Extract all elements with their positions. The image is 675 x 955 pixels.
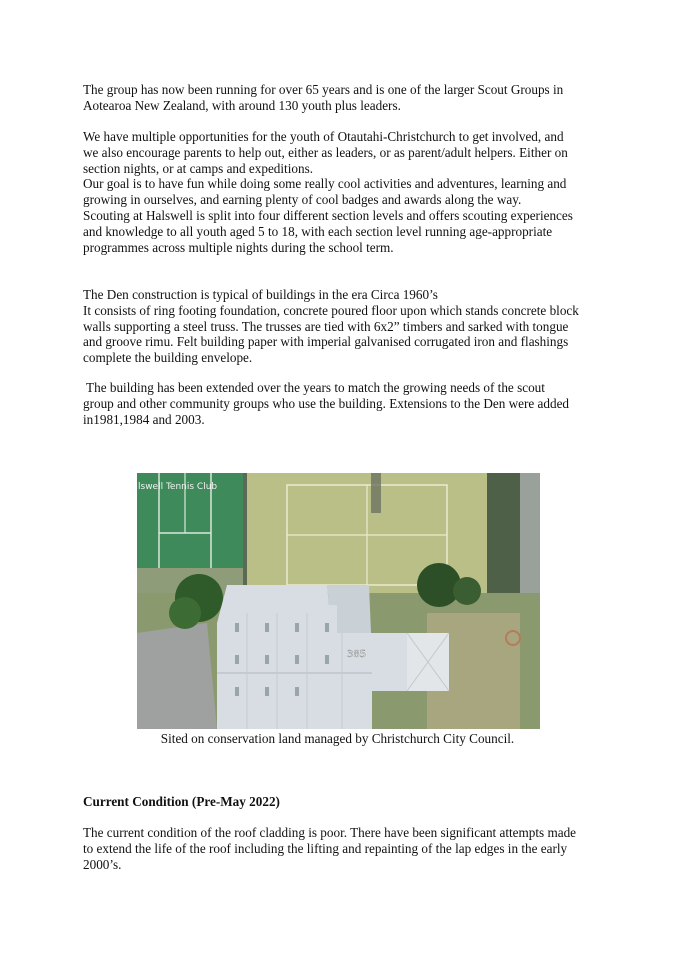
section-heading: Current Condition (Pre-May 2022) bbox=[83, 794, 280, 809]
text-line: to extend the life of the roof including the lifting and repainting of the lap edges in the early bbox=[83, 840, 568, 856]
text-line: we also encourage parents to help out, either as leaders, or as parent/adult helpers. Either on bbox=[83, 144, 568, 160]
building-number: 385 bbox=[347, 649, 367, 660]
text-line: growing in ourselves, and earning plenty of cool badges and awards along the way. bbox=[83, 192, 522, 208]
text-line: The current condition of the roof cladding is poor. There have been significant attempts made bbox=[83, 825, 577, 840]
opportunities-paragraph bbox=[83, 129, 603, 255]
condition-paragraph bbox=[83, 825, 603, 872]
map-overlay-label: lswell Tennis Club bbox=[138, 482, 218, 492]
photo-caption: Sited on conservation land managed by Christchurch City Council. bbox=[160, 731, 515, 746]
intro-paragraph bbox=[83, 82, 603, 114]
text-line: The group has now been running for over 65 years and is one of the larger Scout Groups in bbox=[83, 82, 564, 97]
text-line: section nights, or at camps and expeditions. bbox=[83, 160, 314, 176]
text-line: Scouting at Halswell is split into four different section levels and offers scouting experiences bbox=[83, 207, 573, 223]
text-line: We have multiple opportunities for the youth of Otautahi-Christchurch to get involved, and bbox=[83, 129, 564, 144]
text-line: It consists of ring footing foundation, concrete poured floor upon which stands concrete block bbox=[83, 302, 579, 318]
text-line: and knowledge to all youth aged 5 to 18, with each section level running age-appropriate bbox=[83, 223, 553, 239]
text-line: in1981,1984 and 2003. bbox=[83, 411, 205, 427]
text-line: The building has been extended over the years to match the growing needs of the scout bbox=[83, 380, 545, 395]
extensions-paragraph bbox=[83, 380, 603, 427]
text-line: complete the building envelope. bbox=[83, 350, 253, 366]
text-line: Our goal is to have fun while doing some really cool activities and adventures, learning and bbox=[83, 176, 567, 192]
text-line: programmes across multiple nights during the school term. bbox=[83, 239, 394, 255]
text-line: and groove rimu. Felt building paper with imperial galvanised corrugated iron and flashings bbox=[83, 334, 569, 350]
construction-paragraph bbox=[83, 287, 603, 366]
aerial-photo bbox=[137, 473, 540, 729]
text-line: walls supporting a steel truss. The trusses are tied with 6x2” timbers and sarked with tongue bbox=[83, 318, 569, 334]
text-line: 2000’s. bbox=[83, 856, 122, 872]
text-line: group and other community groups who use the building. Extensions to the Den were added bbox=[83, 395, 570, 411]
text-line: Aotearoa New Zealand, with around 130 youth plus leaders. bbox=[83, 97, 401, 113]
text-line: The Den construction is typical of buildings in the era Circa 1960’s bbox=[83, 287, 438, 302]
